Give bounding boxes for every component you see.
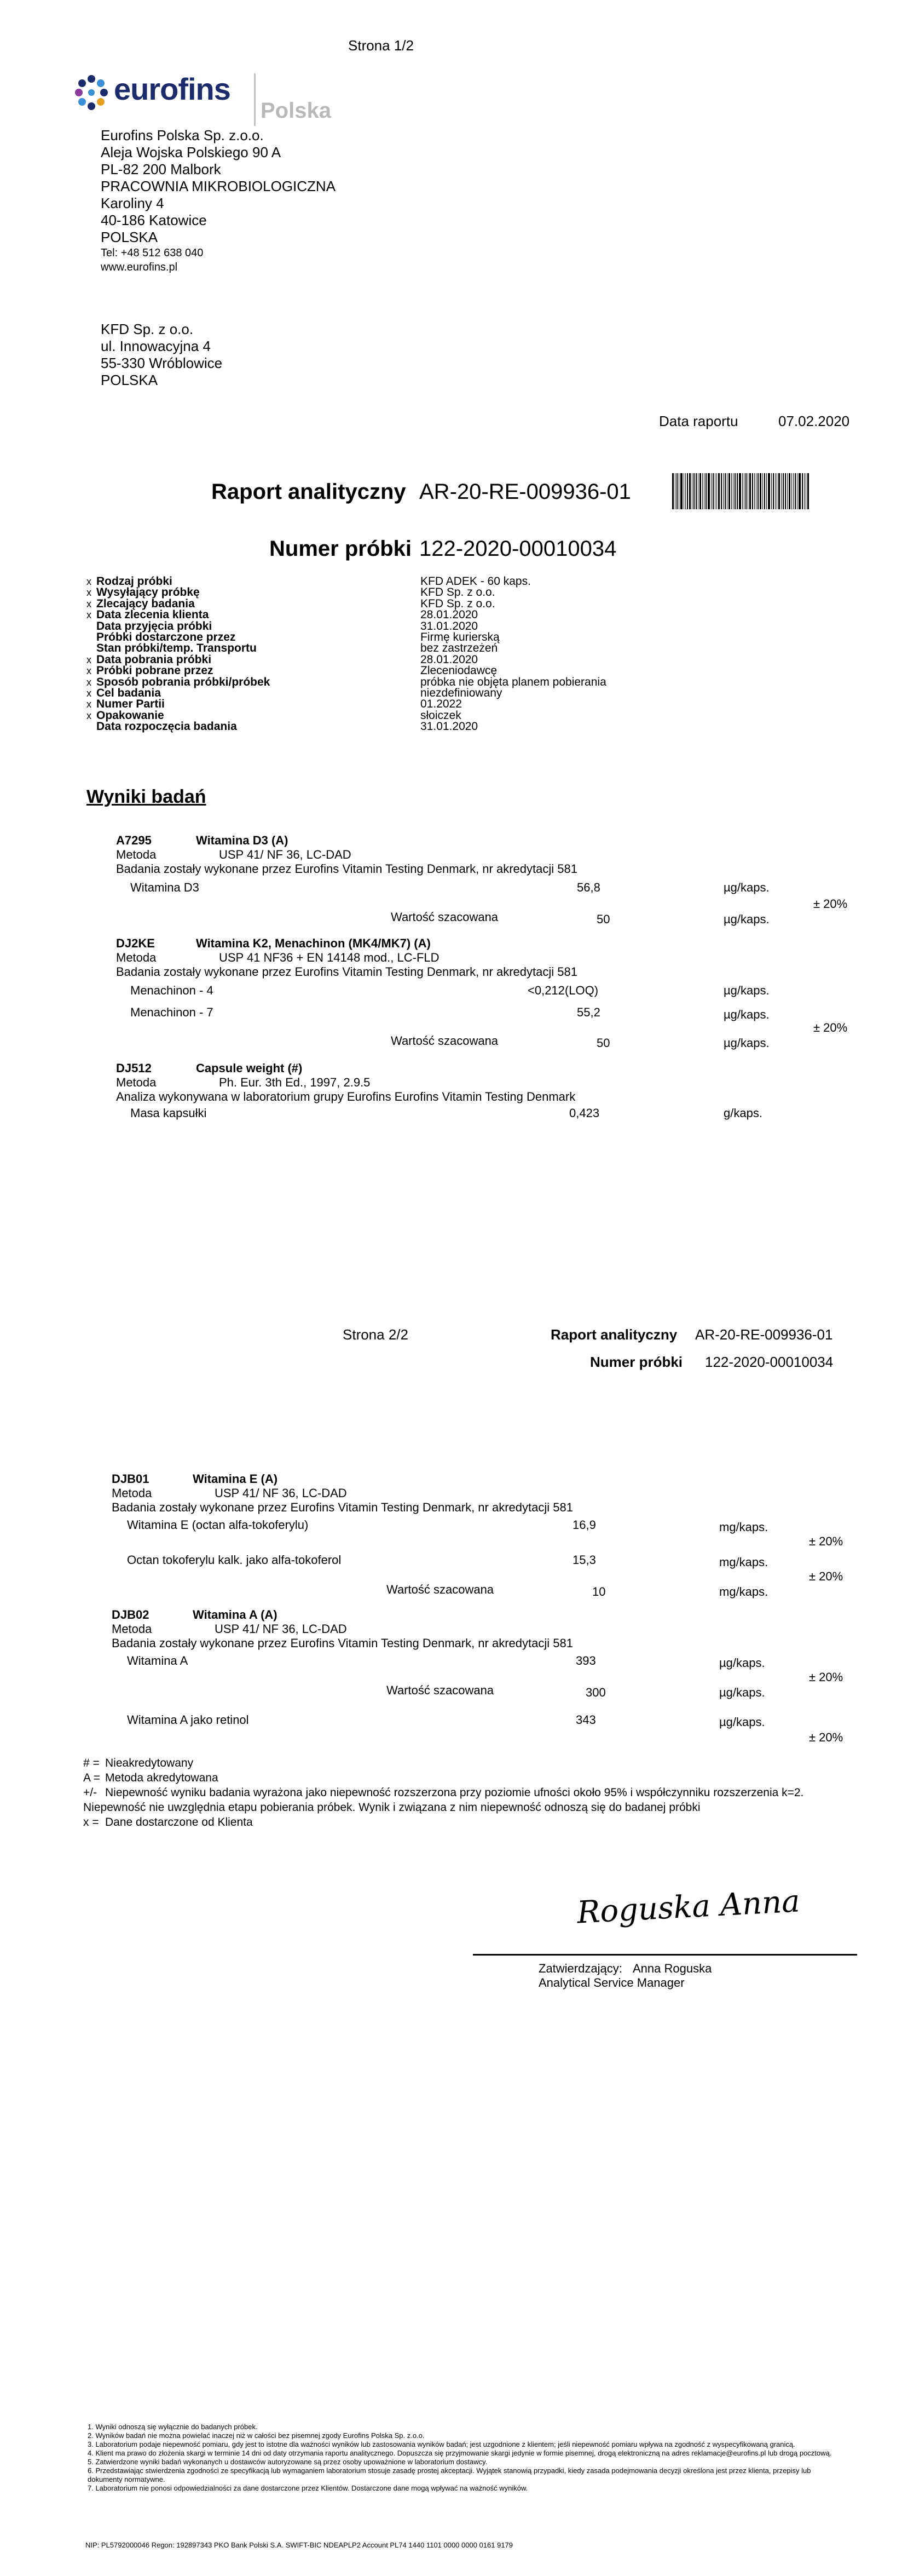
lab-note: Badania zostały wykonane przez Eurofins Vitamin Testing Denmark, nr akredytacji 581	[112, 1636, 573, 1650]
client-data-mark: x	[86, 654, 91, 665]
lab-address-line: PL-82 200 Malbork	[101, 161, 221, 177]
estimated-label: Wartość szacowana	[391, 910, 499, 924]
barcode-bar	[711, 473, 712, 509]
result-value: 16,9	[573, 1518, 596, 1532]
estimated-label: Wartość szacowana	[386, 1583, 494, 1596]
sample-field-label: Sposób pobrania próbki/próbek	[96, 675, 270, 688]
approved-role: Analytical Service Manager	[539, 1976, 685, 1990]
result-uncertainty: ± 20%	[809, 1569, 843, 1583]
sample-number: 122-2020-00010034	[705, 1354, 834, 1370]
barcode-bar	[699, 473, 701, 509]
result-name: Witamina A	[127, 1654, 188, 1668]
barcode-bar	[783, 473, 784, 509]
result-unit: mg/kaps.	[719, 1555, 768, 1569]
estimated-unit: mg/kaps.	[719, 1585, 768, 1599]
legend-row	[83, 1815, 803, 1830]
lab-website: www.eurofins.pl	[101, 261, 178, 273]
sample-field-row	[86, 710, 853, 721]
client-address-line: 55-330 Wróblowice	[101, 355, 223, 371]
sample-field-label: Data rozpoczęcia badania	[96, 720, 237, 733]
legend-text: Niepewność nie uwzględnia etapu pobierania próbek. Wynik i związana z nim niepewność odnoszą się do badanej próbki	[83, 1801, 701, 1814]
lab-note: Badania zostały wykonane przez Eurofins Vitamin Testing Denmark, nr akredytacji 581	[116, 965, 577, 979]
method-value: USP 41/ NF 36, LC-DAD	[215, 1622, 347, 1636]
client-address-line: POLSKA	[101, 372, 158, 388]
estimated-value: 300	[586, 1686, 606, 1699]
sample-field-label: Próbki dostarczone przez	[96, 630, 236, 643]
sample-field-value: KFD Sp. z o.o.	[420, 597, 495, 610]
sample-field-row	[86, 576, 853, 587]
barcode-bar	[676, 473, 678, 509]
client-data-mark: x	[86, 665, 91, 677]
result-name: Witamina A jako retinol	[127, 1713, 249, 1727]
lab-address-line: Aleja Wojska Polskiego 90 A	[101, 144, 281, 160]
sample-field-value: niezdefiniowany	[420, 686, 502, 699]
result-name: Octan tokoferylu kalk. jako alfa-tokoferol	[127, 1553, 342, 1567]
lab-phone: Tel: +48 512 638 040	[101, 247, 204, 259]
barcode-bar	[766, 473, 767, 509]
test-code: DJB02	[112, 1608, 149, 1622]
sample-label: Numer próbki	[269, 537, 412, 561]
sample-field-row	[86, 587, 853, 598]
page-number: Strona 2/2	[343, 1326, 408, 1343]
barcode-bar	[672, 473, 674, 509]
test-code: DJ512	[116, 1061, 152, 1075]
logo-country: Polska	[261, 99, 331, 123]
barcode-bar	[725, 473, 726, 509]
footnote: 7. Laboratorium nie ponosi odpowiedzialności za dane dostarczone przez Klientów. Dostarczone dane mogą wpływać na ważność wyników.	[88, 2484, 528, 2492]
result-name: Menachinon - 4	[130, 984, 213, 997]
barcode-bar	[773, 473, 774, 509]
estimated-label: Wartość szacowana	[386, 1683, 494, 1697]
company-registration: NIP: PL5792000046 Regon: 192897343 PKO Bank Polski S.A. SWIFT-BIC NDEAPLP2 Account PL74 1440 1101 0000 0000 0161 9179	[85, 2541, 513, 2549]
result-value: 0,423	[569, 1106, 600, 1120]
eurofins-logo-icon	[72, 73, 111, 112]
barcode-bar	[795, 473, 796, 509]
barcode-bar	[785, 473, 786, 509]
lab-note: Badania zostały wykonane przez Eurofins Vitamin Testing Denmark, nr akredytacji 581	[112, 1500, 573, 1514]
footnote: 5. Zatwierdzone wyniki badań wykonanych u dostawców autoryzowane są przez osoby upoważnione w laboratorium dostawcy.	[88, 2458, 488, 2466]
results-heading: Wyniki badań	[86, 786, 206, 807]
barcode-bar	[731, 473, 732, 509]
client-data-mark: x	[86, 676, 91, 688]
sample-field-value: próbka nie objęta planem pobierania	[420, 675, 606, 688]
footnote: 6. Przedstawiając stwierdzenia zgodności ze specyfikacją lub wymaganiem laboratorium stosuje zasadę prostej akceptacji. Wyjątek stanowią przypadki, kiedy zasada podejmowania decyzji określona jest przez klienta, przepisy lub dokumenty normatywne.	[88, 2466, 811, 2483]
result-name: Witamina D3	[130, 881, 199, 894]
barcode-bar	[735, 473, 736, 509]
client-data-mark: x	[86, 610, 91, 621]
result-value: 55,2	[577, 1005, 600, 1019]
page-number: Strona 1/2	[348, 37, 414, 54]
barcode-bar	[702, 473, 703, 509]
result-value: 343	[576, 1713, 596, 1727]
sample-field-label: Zlecający badania	[96, 597, 195, 610]
barcode-bar	[718, 473, 720, 509]
sample-field-label: Stan próbki/temp. Transportu	[96, 642, 257, 655]
sample-field-row	[86, 665, 853, 676]
report-date-label: Data raportu	[659, 413, 738, 429]
sample-field-value: 31.01.2020	[420, 619, 478, 633]
sample-fields	[86, 576, 853, 732]
estimated-value: 50	[597, 912, 610, 926]
result-name: Masa kapsułki	[130, 1106, 207, 1120]
method-label: Metoda	[116, 848, 157, 861]
result-unit: µg/kaps.	[724, 984, 770, 997]
barcode-bar	[737, 473, 738, 509]
legend-text: Metoda akredytowana	[105, 1772, 218, 1784]
sample-field-value: KFD Sp. z o.o.	[420, 586, 495, 599]
result-uncertainty: ± 20%	[813, 1021, 848, 1034]
barcode-bar	[762, 473, 763, 509]
sample-field-value: Firmę kurierską	[420, 630, 500, 643]
signature-line	[473, 1954, 857, 1956]
sample-field-row	[86, 599, 853, 610]
legend-row	[83, 1800, 803, 1815]
footnote: 2. Wyników badań nie można powielać inaczej niż w całości bez pisemnej zgody Eurofins Polska Sp. z.o.o.	[88, 2431, 425, 2440]
test-code: DJB01	[112, 1472, 149, 1486]
sample-field-value: słoiczek	[420, 709, 461, 722]
estimated-label: Wartość szacowana	[391, 1034, 499, 1048]
sample-field-value: bez zastrzeżeń	[420, 642, 498, 655]
logo-divider	[254, 73, 256, 126]
eurofins-logo	[72, 69, 335, 129]
legend-symbol: +/-	[83, 1786, 97, 1799]
barcode-bar	[708, 473, 710, 509]
barcode-bar	[716, 473, 717, 509]
method-value: USP 41 NF36 + EN 14148 mod., LC-FLD	[219, 951, 440, 964]
handwritten-signature: Roguska Anna	[576, 1883, 801, 1931]
sample-field-row	[86, 677, 853, 688]
sample-field-label: Cel badania	[96, 686, 161, 699]
client-data-mark: x	[86, 598, 91, 610]
result-value: 15,3	[573, 1553, 596, 1567]
test-code: A7295	[116, 833, 152, 847]
lab-address-line: PRACOWNIA MIKROBIOLOGICZNA	[101, 178, 336, 194]
result-value: <0,212(LOQ)	[528, 984, 599, 997]
sample-field-row	[86, 632, 853, 643]
sample-field-value: KFD ADEK - 60 kaps.	[420, 575, 531, 588]
client-address-line: ul. Innowacyjna 4	[101, 338, 211, 354]
sample-field-row	[86, 699, 853, 710]
result-uncertainty: ± 20%	[813, 897, 848, 911]
result-uncertainty: ± 20%	[809, 1534, 843, 1548]
barcode-bar	[721, 473, 722, 509]
sample-field-row	[86, 721, 853, 732]
legend	[83, 1756, 803, 1830]
estimated-unit: µg/kaps.	[719, 1686, 765, 1699]
result-uncertainty: ± 20%	[809, 1730, 843, 1744]
sample-field-label: Data przyjęcia próbki	[96, 619, 212, 633]
client-data-mark: x	[86, 699, 91, 710]
legend-row	[83, 1770, 803, 1785]
result-value: 56,8	[577, 881, 600, 894]
lab-address-line: Eurofins Polska Sp. z.o.o.	[101, 127, 264, 143]
method-label: Metoda	[116, 951, 157, 964]
sample-field-label: Data zlecenia klienta	[96, 608, 209, 622]
lab-address-line: POLSKA	[101, 229, 158, 245]
barcode-bar	[728, 473, 730, 509]
method-value: Ph. Eur. 3th Ed., 1997, 2.9.5	[219, 1076, 371, 1089]
barcode-bar	[723, 473, 724, 509]
barcode-bar	[680, 473, 683, 509]
barcode-bar	[802, 473, 803, 509]
result-value: 393	[576, 1654, 596, 1668]
test-name: Witamina D3 (A)	[196, 833, 288, 847]
barcode-bar	[706, 473, 707, 509]
estimated-unit: µg/kaps.	[724, 912, 770, 926]
test-name: Capsule weight (#)	[196, 1061, 303, 1075]
sample-field-value: 28.01.2020	[420, 653, 478, 666]
barcode-bar	[752, 473, 753, 509]
legend-symbol: x =	[83, 1816, 99, 1829]
barcode-bar	[758, 473, 759, 509]
test-name: Witamina A (A)	[193, 1608, 277, 1622]
legend-symbol: # =	[83, 1757, 100, 1769]
barcode-bar	[799, 473, 801, 509]
result-unit: g/kaps.	[724, 1106, 762, 1120]
barcode-bar	[696, 473, 697, 509]
lab-note: Badania zostały wykonane przez Eurofins Vitamin Testing Denmark, nr akredytacji 581	[116, 862, 577, 876]
legend-symbol: A =	[83, 1772, 100, 1784]
method-label: Metoda	[112, 1486, 152, 1500]
barcode-bar	[771, 473, 772, 509]
sample-field-value: 01.2022	[420, 698, 462, 711]
barcode	[672, 473, 810, 509]
sample-field-row	[86, 654, 853, 665]
barcode-bar	[687, 473, 688, 509]
barcode-bar	[781, 473, 782, 509]
method-label: Metoda	[112, 1622, 152, 1636]
result-name: Menachinon - 7	[130, 1005, 213, 1019]
sample-field-label: Opakowanie	[96, 709, 164, 722]
sample-number: 122-2020-00010034	[419, 537, 617, 561]
barcode-bar	[778, 473, 780, 509]
footnote: 4. Klient ma prawo do złożenia skargi w terminie 14 dni od daty otrzymania raportu analitycznego. Dopuszcza się przyjmowanie skargi jedynie w formie pisemnej, drogą elektroniczną na adres reklamacje@eurofins.pl lub drogą pocztową.	[88, 2449, 832, 2457]
client-data-mark: x	[86, 576, 91, 587]
report-number: AR-20-RE-009936-01	[419, 480, 631, 504]
barcode-bar	[749, 473, 751, 509]
barcode-bar	[713, 473, 714, 509]
sample-field-label: Numer Partii	[96, 698, 165, 711]
result-unit: µg/kaps.	[724, 881, 770, 894]
barcode-bar	[787, 473, 788, 509]
sample-field-value: Zleceniodawcę	[420, 664, 498, 677]
test-name: Witamina E (A)	[193, 1472, 278, 1486]
sample-field-label: Rodzaj próbki	[96, 575, 172, 588]
result-uncertainty: ± 20%	[809, 1670, 843, 1684]
legend-row	[83, 1785, 803, 1800]
sample-field-row	[86, 688, 853, 699]
logo-word: eurofins	[114, 72, 230, 106]
footnotes	[88, 2423, 832, 2493]
method-value: USP 41/ NF 36, LC-DAD	[215, 1486, 347, 1500]
barcode-bar	[685, 473, 686, 509]
legend-text: Dane dostarczone od Klienta	[105, 1816, 253, 1829]
barcode-bar	[804, 473, 805, 509]
lab-address-line: 40-186 Katowice	[101, 212, 207, 228]
barcode-bar	[793, 473, 794, 509]
approved-name: Anna Roguska	[633, 1962, 712, 1975]
result-name: Witamina E (octan alfa-tokoferylu)	[127, 1518, 309, 1532]
method-value: USP 41/ NF 36, LC-DAD	[219, 848, 351, 861]
barcode-bar	[791, 473, 792, 509]
result-unit: µg/kaps.	[719, 1656, 765, 1670]
sample-field-row	[86, 643, 853, 654]
barcode-bar	[764, 473, 765, 509]
estimated-unit: µg/kaps.	[724, 1036, 770, 1050]
barcode-bar	[742, 473, 743, 509]
sample-field-row	[86, 610, 853, 620]
barcode-bar	[775, 473, 776, 509]
barcode-bar	[789, 473, 790, 509]
result-unit: mg/kaps.	[719, 1520, 768, 1534]
report-label: Raport analityczny	[211, 480, 406, 504]
sample-field-value: 28.01.2020	[420, 608, 478, 622]
estimated-value: 50	[597, 1036, 610, 1050]
footnote: 3. Laboratorium podaje niepewność pomiaru, gdy jest to istotne dla ważności wyników lub zastosowania wyników badań; jest uzgodnione z klientem; jeśli niepewność pomiaru wpływa na zgodność z wyspecyfikowaną granicą.	[88, 2440, 795, 2448]
lab-address	[101, 127, 336, 274]
lab-address-line: Karoliny 4	[101, 195, 164, 211]
barcode-bar	[754, 473, 755, 509]
legend-text: Nieakredytowany	[105, 1757, 194, 1769]
test-name: Witamina K2, Menachinon (MK4/MK7) (A)	[196, 936, 431, 950]
barcode-bar	[807, 473, 809, 509]
sample-field-label: Próbki pobrane przez	[96, 664, 213, 677]
result-unit: µg/kaps.	[724, 1008, 770, 1021]
estimated-value: 10	[592, 1585, 606, 1599]
report-number: AR-20-RE-009936-01	[695, 1326, 833, 1343]
barcode-bar	[760, 473, 761, 509]
barcode-bar	[689, 473, 691, 509]
report-label: Raport analityczny	[551, 1326, 678, 1343]
barcode-bar	[693, 473, 695, 509]
barcode-bar	[739, 473, 741, 509]
legend-row	[83, 1756, 803, 1770]
client-data-mark: x	[86, 687, 91, 699]
result-unit: µg/kaps.	[719, 1715, 765, 1729]
barcode-bar	[768, 473, 770, 509]
report-date: 07.02.2020	[778, 413, 850, 429]
lab-note: Analiza wykonywana w laboratorium grupy Eurofins Eurofins Vitamin Testing Denmark	[116, 1090, 576, 1103]
sample-field-label: Wysyłający próbkę	[96, 586, 200, 599]
legend-text: Niepewność wyniku badania wyrażona jako niepewność rozszerzona przy poziomie ufności około 95% i współczynniku rozszerzenia k=2.	[105, 1786, 804, 1799]
footnote: 1. Wyniki odnoszą się wyłącznie do badanych próbek.	[88, 2423, 258, 2431]
client-address	[101, 321, 222, 389]
sample-field-value: 31.01.2020	[420, 720, 478, 733]
method-label: Metoda	[116, 1076, 157, 1089]
sample-field-row	[86, 621, 853, 632]
client-address-line: KFD Sp. z o.o.	[101, 321, 194, 337]
sample-field-label: Data pobrania próbki	[96, 653, 212, 666]
barcode-bar	[745, 473, 747, 509]
sample-label: Numer próbki	[590, 1354, 683, 1370]
client-data-mark: x	[86, 587, 91, 599]
client-data-mark: x	[86, 710, 91, 721]
approved-label: Zatwierdzający:	[539, 1962, 622, 1975]
test-code: DJ2KE	[116, 936, 155, 950]
